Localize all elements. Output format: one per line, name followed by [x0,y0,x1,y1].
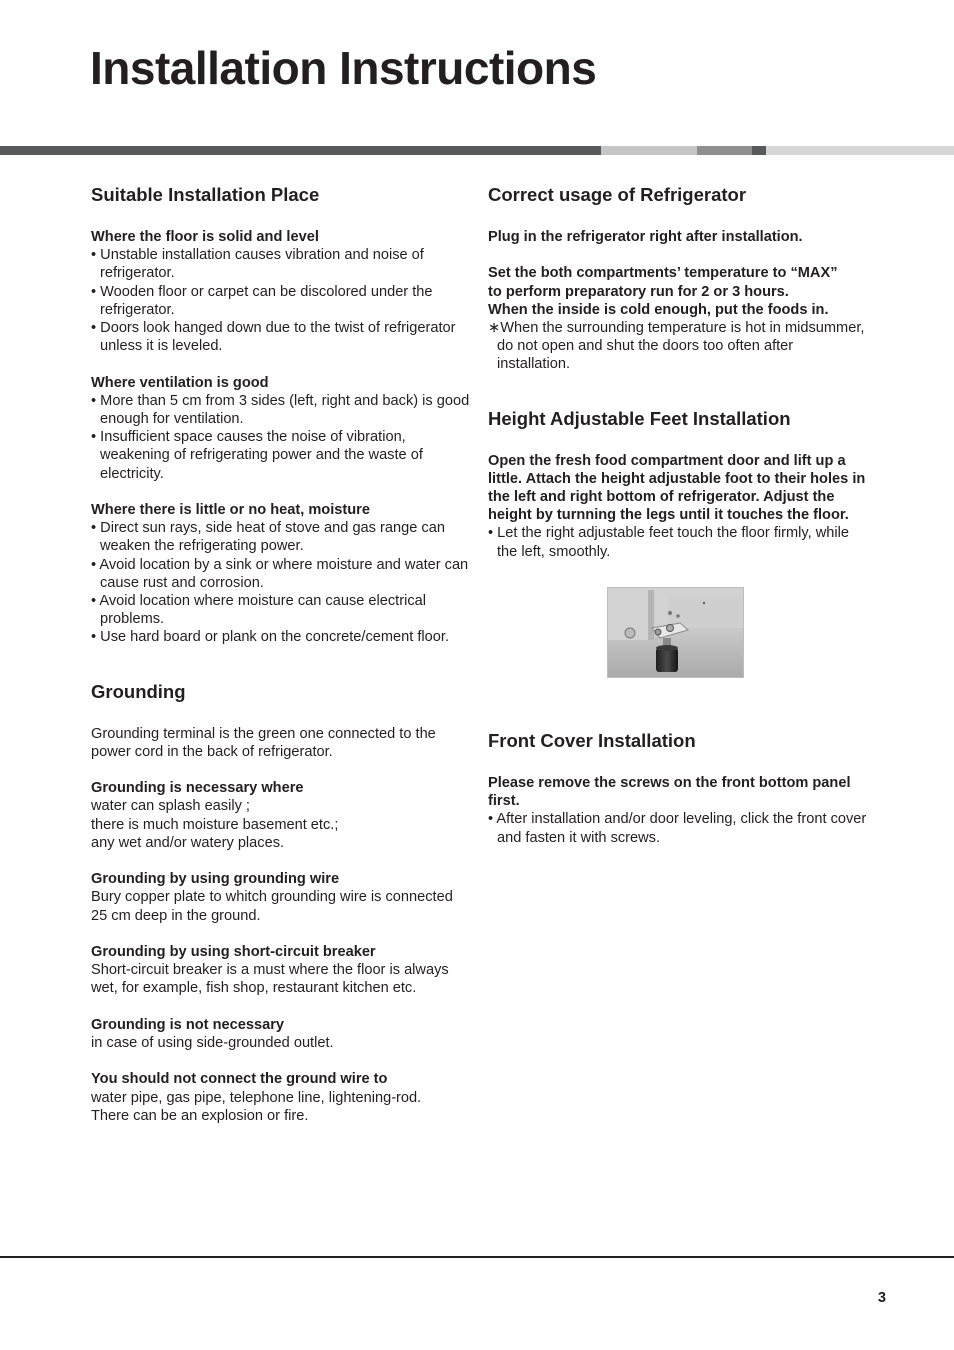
grounding-intro: Grounding terminal is the green one connected to the power cord in the back of refrigerator. [91,725,436,760]
text-line: water pipe, gas pipe, telephone line, lightening-rod. [91,1089,422,1106]
right-column [488,180,868,561]
header-rule-pale [766,146,954,155]
list-item: • After installation and/or door leveling, click the front cover and fasten it with screws. [488,811,867,846]
list-item: • Doors look hanged down due to the twist of refrigerator unless it is leveled. [91,320,456,355]
front-cover-section [488,726,868,847]
subheading-breaker: Grounding by using short-circuit breaker [91,944,376,961]
page-title: Installation Instructions [90,42,597,94]
list-item: • Wooden floor or carpet can be discolored under the refrigerator. [91,283,433,318]
section-heading-front-cover: Front Cover Installation [488,730,696,751]
subheading-ventilation: Where ventilation is good [91,374,269,391]
text-line: to perform preparatory run for 2 or 3 hours. [488,283,789,300]
header-rule-dark-short [752,146,766,155]
list-item: • Let the right adjustable feet touch the floor firmly, while the left, smoothly. [488,525,849,560]
list-item: • Avoid location where moisture can cause electrical problems. [91,593,426,628]
subheading-do-not-connect: You should not connect the ground wire to [91,1071,388,1088]
subheading-heat-moisture: Where there is little or no heat, moisture [91,502,370,519]
breaker-text: Short-circuit breaker is a must where the floor is always wet, for example, fish shop, restaurant kitchen etc. [91,962,449,997]
list-item: • Avoid location by a sink or where moisture and water can cause rust and corrosion. [91,556,469,591]
feet-instructions: Open the fresh food compartment door and lift up a little. Attach the height adjustable foot to their holes in the left and right bottom of refrigerator. Adjust the height by turnning the legs until it touches the floor. [488,452,866,524]
list-item: • Insufficient space causes the noise of vibration, weakening of refrigerating power and the waste of electricity. [91,429,423,482]
header-rule-dark [0,146,601,155]
section-heading-correct-usage: Correct usage of Refrigerator [488,184,747,205]
subheading-not-necessary: Grounding is not necessary [91,1016,285,1033]
not-necessary-text: in case of using side-grounded outlet. [91,1035,334,1052]
header-rule-light [601,146,697,155]
text-line: There can be an explosion or fire. [91,1107,309,1124]
front-cover-instruction: Please remove the screws on the front bottom panel first. [488,775,851,810]
grounding-wire-text: Bury copper plate to whitch grounding wire is connected 25 cm deep in the ground. [91,889,453,924]
section-heading-suitable-place: Suitable Installation Place [91,184,320,205]
text-line: there is much moisture basement etc.; [91,816,339,833]
adjustable-foot-photo [607,587,744,678]
list-item: • More than 5 cm from 3 sides (left, right and back) is good enough for ventilation. [91,392,470,428]
plug-in-instruction: Plug in the refrigerator right after installation. [488,229,803,245]
subheading-floor: Where the floor is solid and level [91,229,319,245]
subheading-necessary: Grounding is necessary where [91,780,304,797]
list-item: • Direct sun rays, side heat of stove and gas range can weaken the refrigerating power. [91,520,445,555]
page-number: 3 [877,1290,886,1306]
header-rule-mid [697,146,752,155]
subheading-grounding-wire: Grounding by using grounding wire [91,871,340,888]
footer-rule [0,1256,954,1258]
left-column [91,180,471,1125]
list-item: • Unstable installation causes vibration and noise of refrigerator. [91,247,424,282]
section-heading-adjustable-feet: Height Adjustable Feet Installation [488,407,791,429]
usage-note: ∗When the surrounding temperature is hot in midsummer, do not open and shut the doors too often after installation. [488,320,865,373]
text-line: When the inside is cold enough, put the foods in. [488,301,829,318]
list-item: • Use hard board or plank on the concrete/cement floor. [91,629,449,646]
text-line: any wet and/or watery places. [91,834,285,851]
text-line: water can splash easily ; [91,798,250,815]
text-line: Set the both compartments’ temperature to “MAX” [488,265,838,282]
section-heading-grounding: Grounding [91,680,186,702]
